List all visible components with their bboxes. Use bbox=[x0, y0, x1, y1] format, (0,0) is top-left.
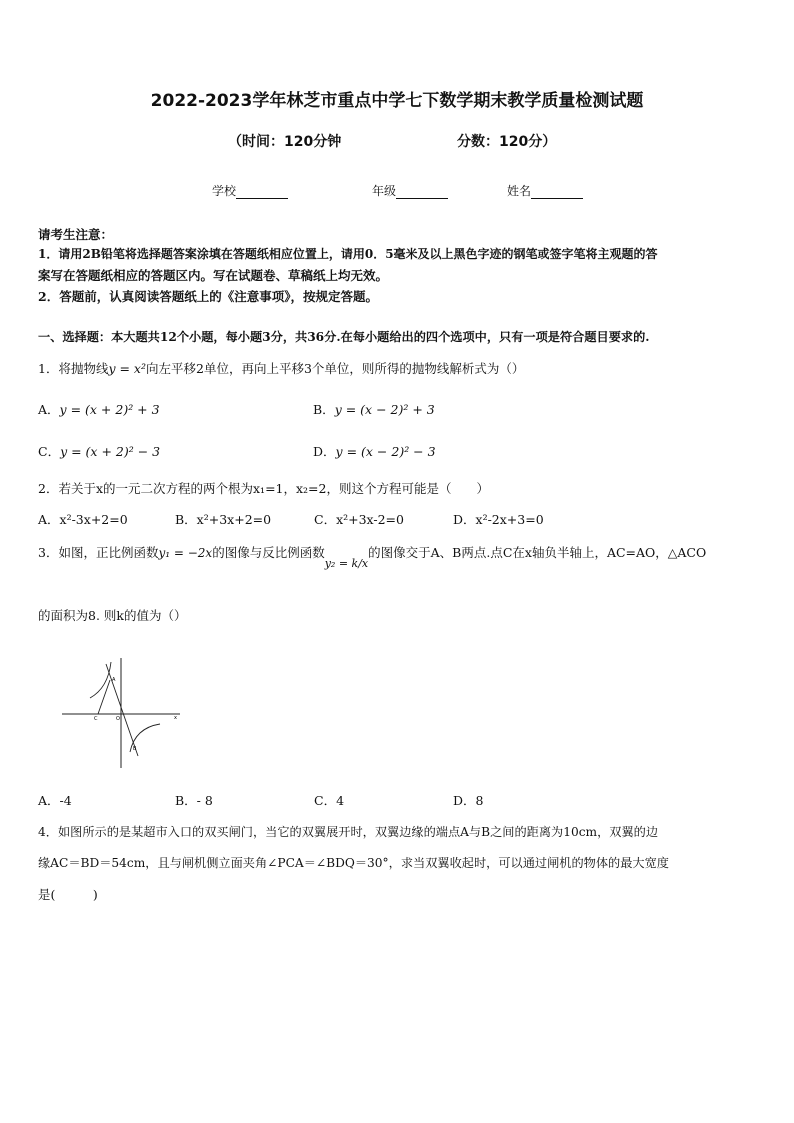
q3-function-graph bbox=[60, 652, 184, 770]
q1-option-d[interactable]: D．y = (x − 2)² − 3 bbox=[313, 444, 436, 459]
name-field: 姓名 bbox=[507, 182, 583, 199]
notice-heading: 请考生注意： bbox=[38, 227, 114, 242]
label-x: x bbox=[174, 715, 177, 721]
exam-score: 分数：120分） bbox=[457, 134, 557, 150]
q4-line2: 缘AC＝BD＝54cm，且与闸机侧立面夹角∠PCA＝∠BDQ＝30°，求当双翼收起时，可以通过闸机的物体的最大宽度 bbox=[38, 856, 669, 870]
q3-stem: 3．如图，正比例函数y₁ = −2x的图像与反比例函数y₂ = k/x的图像交于A、B两点.点C在x轴负半轴上，AC=AO，△ACO bbox=[38, 545, 707, 570]
q2-option-b[interactable]: B．x²+3x+2=0 bbox=[175, 512, 272, 527]
hyperbola-upper bbox=[90, 662, 111, 698]
label-a: A bbox=[112, 677, 116, 683]
label-o: O bbox=[116, 716, 120, 722]
q2-option-d[interactable]: D．x²-2x+3=0 bbox=[453, 512, 544, 527]
q2-option-a[interactable]: A．x²-3x+2=0 bbox=[38, 512, 128, 527]
q2-option-c[interactable]: C．x²+3x-2=0 bbox=[314, 512, 404, 527]
label-c: C bbox=[94, 716, 98, 722]
line-y1 bbox=[106, 664, 138, 756]
exam-time: （时间：120分钟 bbox=[228, 134, 342, 150]
school-field: 学校 bbox=[212, 182, 288, 199]
grade-field: 年级 bbox=[372, 182, 448, 199]
q3-option-a[interactable]: A．-4 bbox=[38, 793, 72, 808]
q4-line1: 4．如图所示的是某超市入口的双买闸门，当它的双翼展开时，双翼边缘的端点A与B之间的距离为10cm，双翼的边 bbox=[38, 825, 659, 839]
q1-option-c[interactable]: C．y = (x + 2)² − 3 bbox=[38, 444, 161, 459]
q2-stem: 2．若关于x的一元二次方程的两个根为x₁=1，x₂=2，则这个方程可能是（ ） bbox=[38, 481, 489, 496]
q3-option-d[interactable]: D．8 bbox=[453, 793, 484, 808]
label-b: B bbox=[133, 746, 137, 752]
notice-line1b: 案写在答题纸相应的答题区内。写在试题卷、草稿纸上均无效。 bbox=[38, 268, 389, 283]
exam-title: 2022-2023学年林芝市重点中学七下数学期末教学质量检测试题 bbox=[150, 91, 644, 111]
notice-line1: 1．请用2B铅笔将选择题答案涂填在答题纸相应位置上，请用0．5毫米及以上黑色字迹的钢笔或签字笔将主观题的答 bbox=[38, 247, 658, 261]
section-heading: 一、选择题：本大题共12个小题，每小题3分，共36分.在每小题给出的四个选项中，只有一项是符合题目要求的. bbox=[38, 330, 650, 344]
q3-option-b[interactable]: B．- 8 bbox=[175, 793, 213, 808]
q3-stem-cont: 的面积为8. 则k的值为（） bbox=[38, 608, 187, 623]
q1-option-a[interactable]: A．y = (x + 2)² + 3 bbox=[38, 402, 160, 417]
notice-line2: 2．答题前，认真阅读答题纸上的《注意事项》，按规定答题。 bbox=[38, 289, 378, 304]
q4-line3: 是( ) bbox=[38, 887, 98, 902]
q1-option-b[interactable]: B．y = (x − 2)² + 3 bbox=[313, 402, 435, 417]
q1-stem: 1．将抛物线y = x²向左平移2单位，再向上平移3个单位，则所得的抛物线解析式为（） bbox=[38, 361, 525, 376]
q3-option-c[interactable]: C．4 bbox=[314, 793, 345, 808]
